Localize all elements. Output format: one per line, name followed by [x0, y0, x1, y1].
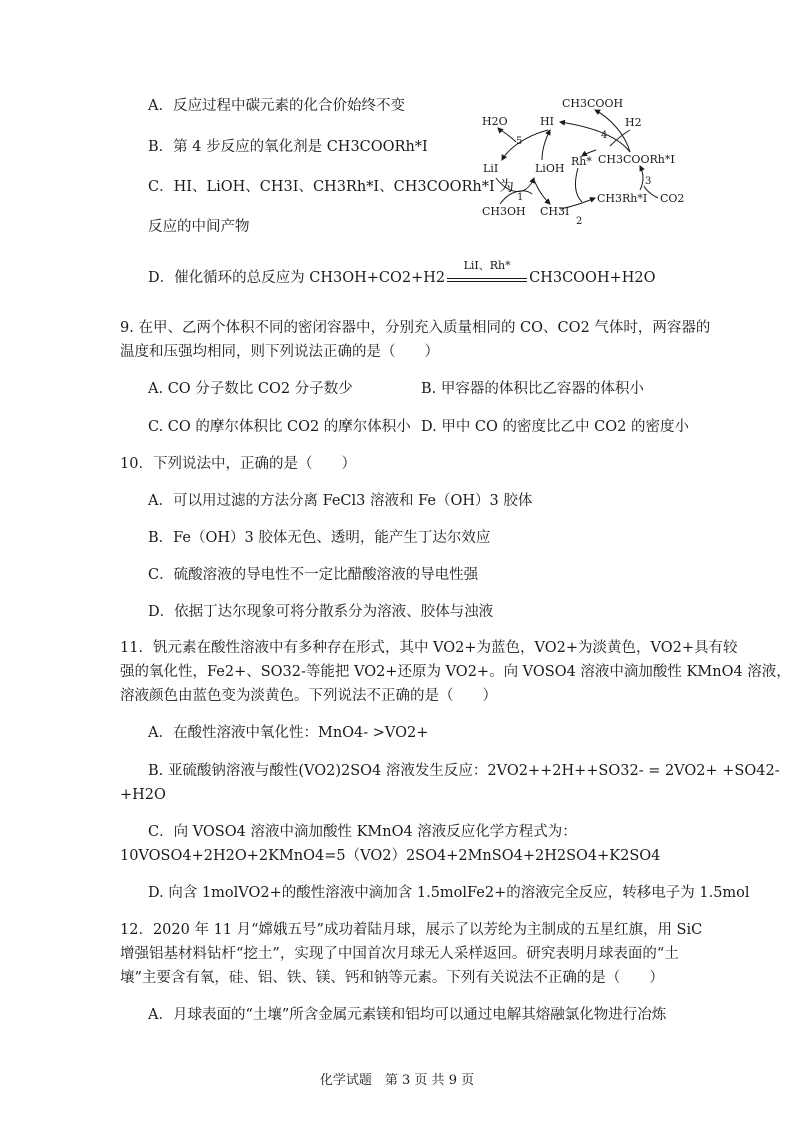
q9-stem-line2: 温度和压强均相同，则下列说法正确的是（ ） — [120, 344, 439, 360]
q8-option-b: B．第 4 步反应的氧化剂是 CH3COORh*I — [148, 139, 428, 155]
q11-option-d: D. 向含 1molVO2+的酸性溶液中滴加含 1.5molFe2+的溶液完全反应，转移电子为 1.5mol — [148, 885, 750, 901]
arrow-to-ch3i — [534, 180, 550, 204]
step-5-label: 5 — [516, 136, 523, 147]
arrow-to-h2o — [498, 128, 516, 142]
arrow-rh-to-ch3rhi — [575, 168, 582, 202]
catalytic-cycle-diagram — [470, 94, 700, 230]
page-footer: 化学试题 第 3 页 共 9 页 — [319, 1073, 475, 1088]
label-h2o: H2O — [482, 115, 508, 128]
q8-option-c: C．HI、LiOH、CH3I、CH3Rh*I、CH3COORh*I 为 — [148, 179, 514, 195]
q11-option-b-cont: +H2O — [120, 787, 166, 803]
label-ch3rhi: CH3Rh*I — [597, 192, 648, 205]
label-hi: HI — [540, 115, 554, 128]
q10-option-d: D．依据丁达尔现象可将分散系分为溶液、胶体与浊液 — [148, 604, 494, 620]
q9-option-c: C. CO 的摩尔体积比 CO2 的摩尔体积小 — [148, 419, 411, 435]
arrow-hi-to-lii — [502, 130, 548, 160]
equilibrium-bar-icon — [447, 278, 527, 282]
q8-d-prefix: D．催化循环的总反应为 CH3OH+CO2+H2 — [148, 270, 446, 286]
label-h2: H2 — [625, 116, 642, 129]
q11-stem-line3: 溶液颜色由蓝色变为淡黄色。下列说法不正确的是（ ） — [120, 688, 497, 704]
q8-option-d — [148, 259, 656, 288]
q8-d-suffix: CH3COOH+H2O — [529, 270, 656, 286]
q9-option-a: A. CO 分子数比 CO2 分子数少 — [148, 381, 353, 397]
q10-option-b: B．Fe（OH）3 胶体无色、透明，能产生丁达尔效应 — [148, 530, 491, 546]
arrow-lii-to-lioh — [496, 178, 534, 192]
q11-option-a: A．在酸性溶液中氧化性：MnO4- >VO2+ — [148, 725, 429, 741]
step-2-label: 2 — [576, 216, 583, 227]
q9-option-b: B. 甲容器的体积比乙容器的体积小 — [421, 381, 644, 397]
arrow-ch3rhi-to-ch3coorhi — [640, 166, 643, 190]
q12-stem-line2: 增强铝基材料钻杆“挖土”，实现了中国首次月球无人采样返回。研究表明月球表面的“土 — [120, 946, 679, 962]
q11-option-c-equation: 10VOSO4+2H2O+2KMnO4=5（VO2）2SO4+2MnSO4+2H2SO4+K2SO4 — [120, 848, 661, 864]
q12-stem-line1: 12．2020 年 11 月“嫦娥五号”成功着陆月球，展示了以芳纶为主制成的五星红旗，用 SiC — [120, 922, 703, 938]
q11-option-c: C．向 VOSO4 溶液中滴加酸性 KMnO4 溶液反应化学方程式为： — [148, 824, 577, 840]
label-ch3cooh: CH3COOH — [562, 97, 624, 110]
q9-option-d: D. 甲中 CO 的密度比乙中 CO2 的密度小 — [421, 419, 689, 435]
label-rh: Rh* — [571, 155, 592, 168]
q12-stem-line3: 壤”主要含有氧，硅、铝、铁、镁、钙和钠等元素。下列有关说法不正确的是（ ） — [120, 970, 664, 986]
label-ch3i: CH3I — [540, 205, 570, 218]
label-lioh: LiOH — [535, 162, 565, 175]
arrow-lioh-to-hi — [542, 130, 550, 160]
q10-stem: 10．下列说法中，正确的是（ ） — [120, 456, 356, 472]
step-3-label: 3 — [645, 176, 652, 187]
label-ch3coorhi: CH3COORh*I — [598, 153, 675, 166]
q11-stem-line1: 11．钒元素在酸性溶液中有多种存在形式，其中 VO2+为蓝色，VO2+为淡黄色，VO2+具有较 — [120, 640, 738, 656]
label-co2: CO2 — [660, 192, 685, 205]
arrow-ch3i-to-ch3rhi — [560, 198, 595, 209]
q8-d-catalyst: LiI、Rh* — [463, 259, 511, 272]
q8-option-c-cont: 反应的中间产物 — [148, 219, 250, 235]
step-4-label: 4 — [601, 130, 608, 141]
q9-stem-line1: 9. 在甲、乙两个体积不同的密闭容器中，分别充入质量相同的 CO、CO2 气体时，两容器的 — [120, 320, 711, 336]
q10-option-c: C．硫酸溶液的导电性不一定比醋酸溶液的导电性强 — [148, 567, 479, 583]
arrow-ch3oh-in — [500, 191, 532, 204]
q10-option-a: A．可以用过滤的方法分离 FeCl3 溶液和 Fe（OH）3 胶体 — [148, 493, 533, 509]
q8-d-arrow — [447, 259, 527, 282]
q12-option-a: A．月球表面的“土壤”所含金属元素镁和铝均可以通过电解其熔融氯化物进行冶炼 — [148, 1007, 667, 1023]
label-lii: LiI — [483, 162, 499, 175]
q11-stem-line2: 强的氧化性，Fe2+、SO32-等能把 VO2+还原为 VO2+。向 VOSO4 溶液中滴加酸性 KMnO4 溶液， — [120, 664, 791, 680]
q8-option-a: A．反应过程中碳元素的化合价始终不变 — [148, 98, 405, 114]
q11-option-b: B. 亚硫酸钠溶液与酸性(VO2)2SO4 溶液发生反应：2VO2++2H++SO32- = 2VO2+ +SO42- — [148, 763, 780, 779]
step-1-label: 1 — [517, 192, 524, 203]
label-ch3oh: CH3OH — [482, 205, 526, 218]
